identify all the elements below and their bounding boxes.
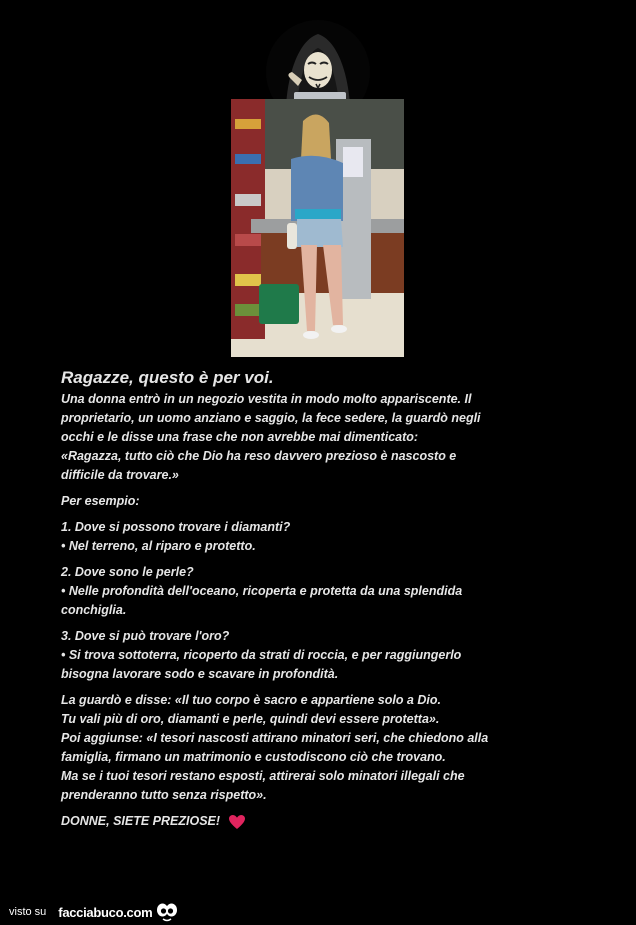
post-closing xyxy=(61,812,591,831)
post-text xyxy=(61,368,591,831)
footer-watermark xyxy=(9,900,178,924)
woman-in-store-illustration xyxy=(231,99,404,357)
post-paragraph-example-label: Per esempio: xyxy=(61,494,140,508)
post-title: Ragazze, questo è per voi. xyxy=(61,368,274,387)
store-photo xyxy=(231,99,404,357)
post-paragraph-conclusion: La guardò e disse: «Il tuo corpo è sacro e appartiene solo a Dio. Tu vali più di oro, diamanti e perle, quindi devi essere protetta». Poi aggiunse: «I tesori nascosti attirano minatori seri, che chiedono alla famiglia, firmano un matrimonio e custodiscono ciò che trovano. Ma se i tuoi tesori restano esposti, attirerai solo minatori illegali che prenderanno tutto senza rispetto». xyxy=(61,693,489,802)
post-paragraph-gold: 3. Dove si può trovare l'oro? • Si trova sottoterra, ricoperto da strati di roccia, e per raggiungerlo bisogna lavorare sodo e scavare in profondità. xyxy=(61,629,462,681)
eyes-icon xyxy=(156,902,178,922)
post-paragraph-diamonds: 1. Dove si possono trovare i diamanti? • Nel terreno, al riparo e protetto. xyxy=(61,520,291,553)
heart-icon xyxy=(228,814,246,830)
post-paragraph-pearls: 2. Dove sono le perle? • Nelle profondità dell'oceano, ricoperta e protetta da una splendida conchiglia. xyxy=(61,565,463,617)
post-paragraph-intro: Una donna entrò in un negozio vestita in modo molto appariscente. Il proprietario, un uomo anziano e saggio, la fece sedere, la guardò negli occhi e le disse una frase che non avrebbe mai dimenticato: «Ragazza, tutto ciò che Dio ha reso davvero prezioso è nascosto e difficile da trovare.» xyxy=(61,392,481,482)
footer-prefix: visto su xyxy=(9,906,47,918)
footer-brand[interactable]: facciabuco.com xyxy=(58,904,153,920)
closing-text: DONNE, SIETE PREZIOSE! xyxy=(61,814,221,828)
